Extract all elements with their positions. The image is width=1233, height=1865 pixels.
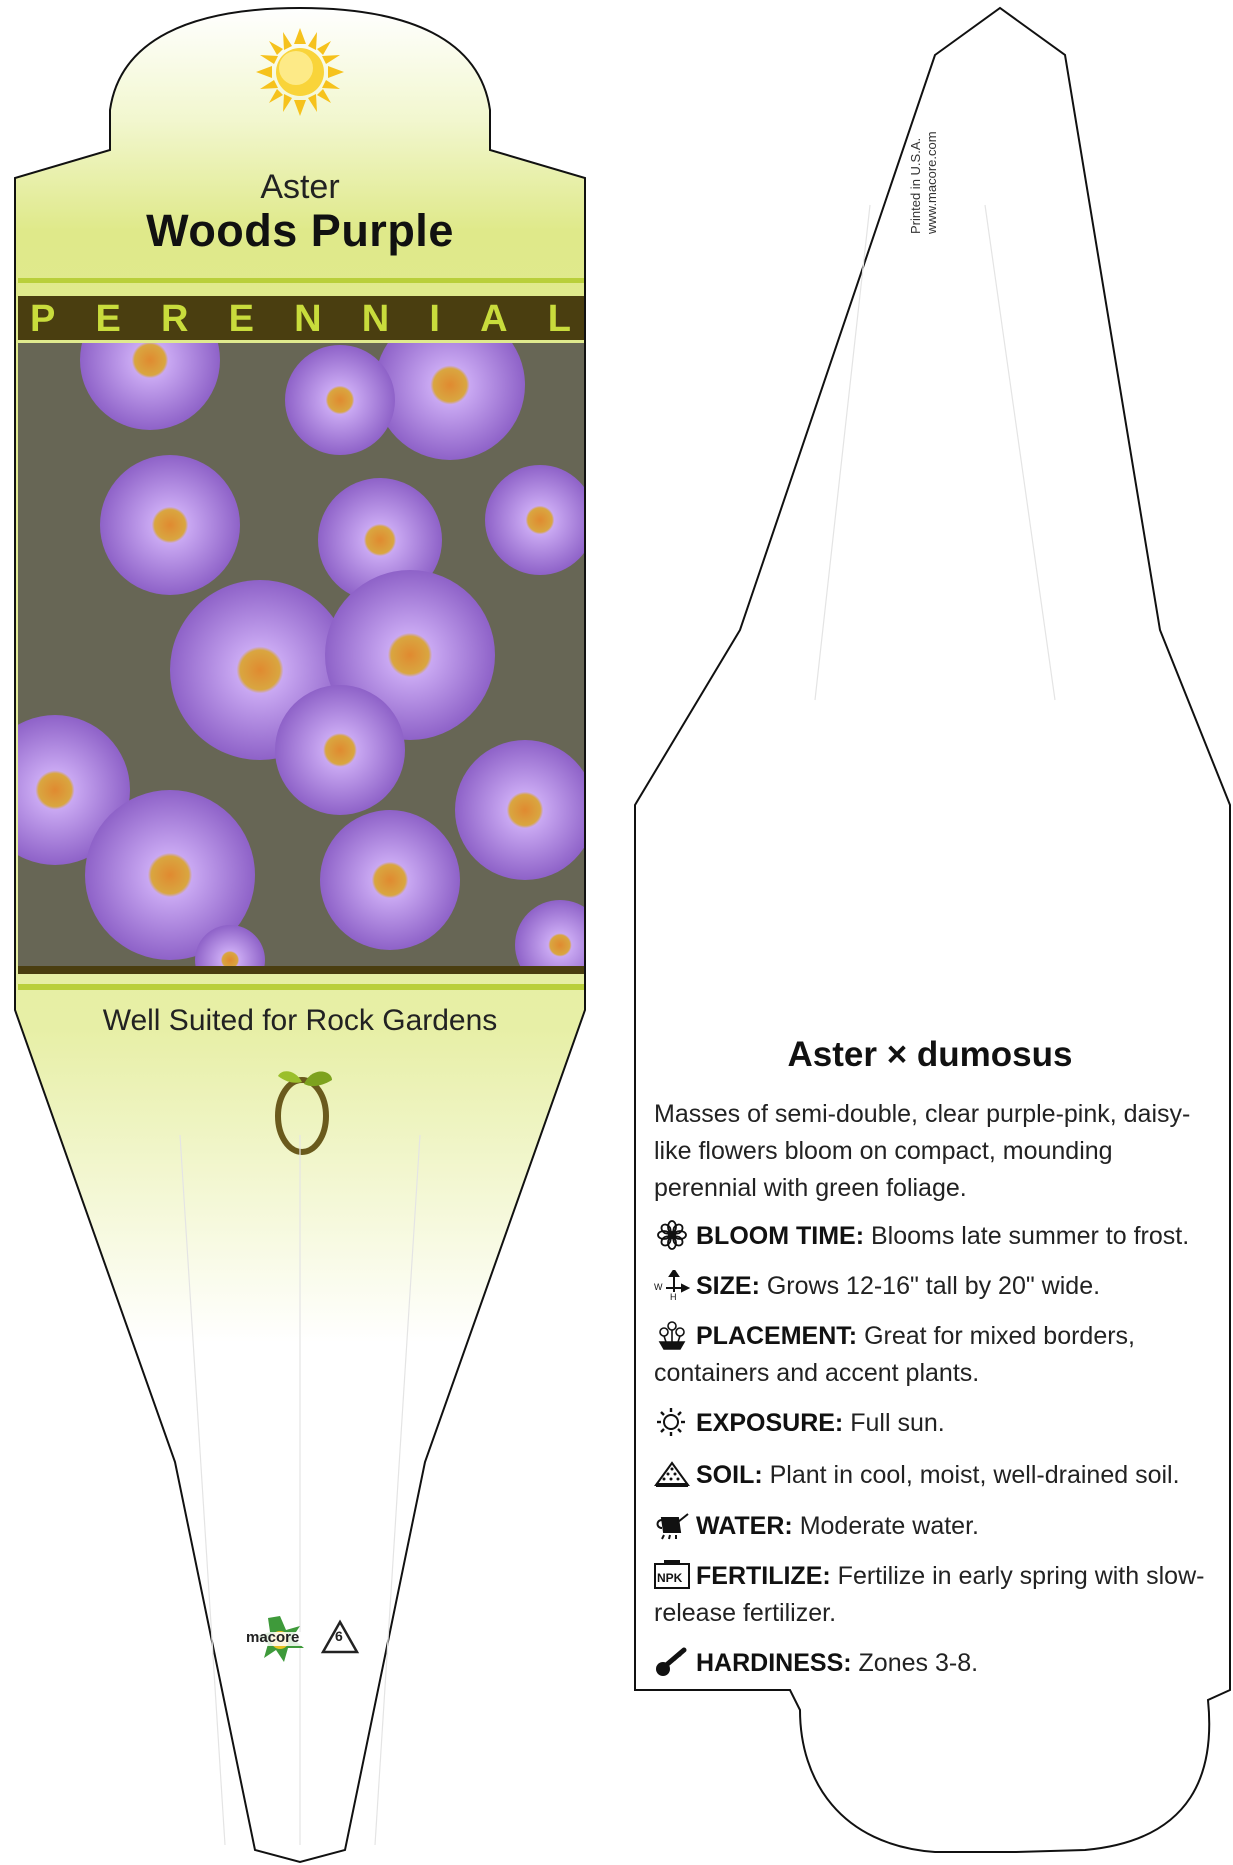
bloom-time-value: Blooms late summer to frost. (870, 1222, 1190, 1250)
botanical-name: Aster × dumosus (787, 1035, 1073, 1074)
attribute-placement (654, 1318, 1224, 1392)
tagline: Well Suited for Rock Gardens (102, 1004, 498, 1037)
brand-name: macore (246, 1629, 300, 1646)
size-h-mark: H (670, 1292, 677, 1300)
thermometer-icon (654, 1647, 690, 1677)
size-arrows-icon (654, 1270, 690, 1300)
sun-outline-icon (654, 1407, 690, 1437)
plant-genus: Aster (260, 168, 340, 206)
size-value: Grows 12-16" tall by 20" wide. (766, 1272, 1101, 1300)
water-value: Moderate water. (799, 1512, 979, 1540)
water-label: WATER: (696, 1512, 793, 1540)
plant-description: Masses of semi-double, clear purple-pink, daisy-like flowers bloom on compact, mounding perennial with green foliage. (654, 1100, 1191, 1202)
printed-info (908, 104, 940, 234)
placement-plant-icon (654, 1320, 690, 1350)
category-letter: E (228, 298, 254, 340)
category-letter: P (30, 298, 56, 340)
hardiness-label: HARDINESS: (696, 1649, 852, 1677)
category-letter: N (361, 298, 390, 340)
category-letter: R (161, 298, 189, 340)
attribute-size (654, 1268, 1224, 1305)
hardiness-value: Zones 3-8. (858, 1649, 979, 1677)
category-letter: L (547, 298, 571, 340)
category-label (18, 298, 583, 340)
soil-pile-icon (654, 1459, 690, 1489)
attribute-water (654, 1508, 1224, 1545)
category-letter: A (480, 298, 508, 340)
exposure-value: Full sun. (850, 1409, 945, 1437)
fertilize-value: Fertilize in early spring with slow-release fertilizer. (654, 1562, 1205, 1627)
soil-label: SOIL: (696, 1461, 763, 1489)
placement-label: PLACEMENT: (696, 1322, 858, 1350)
category-letter: N (294, 298, 322, 340)
soil-value: Plant in cool, moist, well-drained soil. (769, 1461, 1180, 1489)
recycle-code: 6 (335, 1628, 343, 1644)
watering-can-icon (654, 1510, 690, 1540)
placement-value: Great for mixed borders, containers and accent plants. (654, 1322, 1135, 1387)
plant-cultivar-name: Woods Purple (146, 205, 454, 256)
sun-icon (256, 28, 344, 116)
size-w-mark: W (654, 1282, 663, 1292)
npk-mark: NPK (657, 1571, 683, 1585)
exposure-label: EXPOSURE: (696, 1409, 844, 1437)
npk-fertilizer-icon (654, 1560, 690, 1590)
flower-icon (654, 1220, 690, 1250)
attribute-bloom-time (654, 1218, 1224, 1255)
attribute-exposure (654, 1405, 1224, 1442)
fertilize-label: FERTILIZE: (696, 1562, 831, 1590)
attribute-fertilize (654, 1558, 1224, 1632)
attribute-soil (654, 1457, 1224, 1494)
attribute-hardiness (654, 1645, 1224, 1682)
bloom-time-label: BLOOM TIME: (696, 1222, 865, 1250)
category-letter: I (429, 298, 440, 340)
website-line: www.macore.com (924, 131, 939, 234)
category-letter: E (95, 298, 121, 340)
aster-flower-photo (0, 290, 605, 995)
printed-in-line: Printed in U.S.A. (908, 137, 923, 234)
size-label: SIZE: (696, 1272, 760, 1300)
